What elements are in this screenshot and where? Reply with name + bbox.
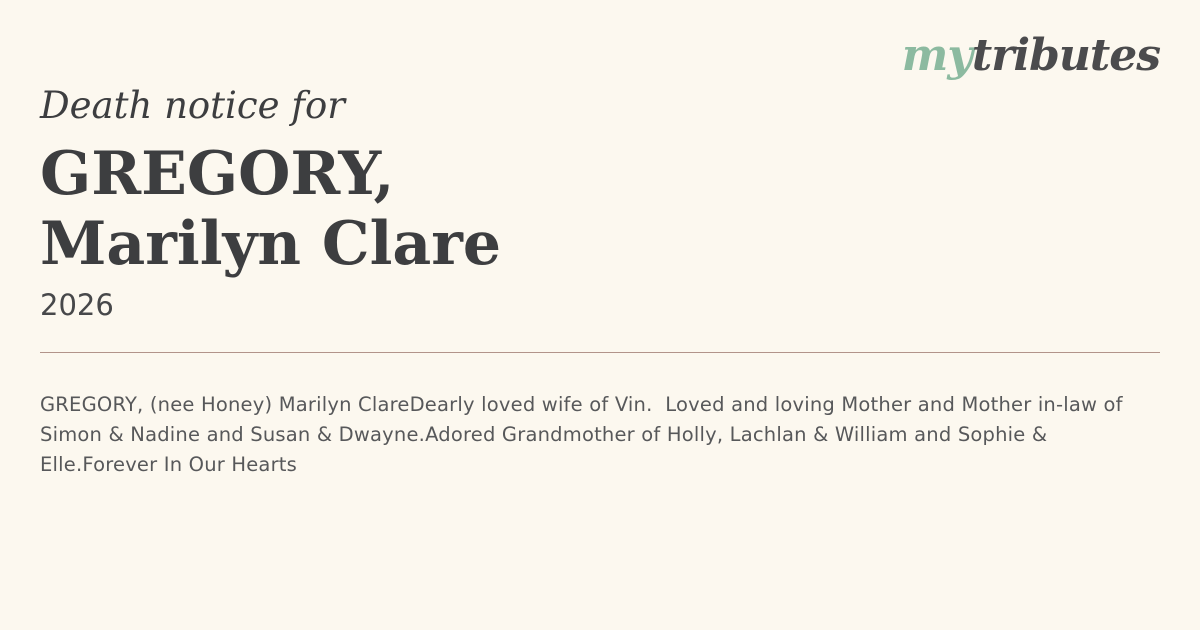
- deceased-name-line-1: GREGORY,: [40, 139, 395, 209]
- deceased-name-line-2: Marilyn Clare: [40, 209, 502, 279]
- notice-type-label: Death notice for: [40, 84, 345, 127]
- mytributes-logo: [902, 30, 1160, 81]
- divider: [40, 352, 1160, 353]
- notice-body-text: GREGORY, (nee Honey) Marilyn ClareDearly loved wife of Vin. Loved and loving Mother and Mother in-law of Simon & Nadine and Susan & Dwayne.Adored Grandmother of Holly, Lachlan & William and Sophie & Elle.Forever In Our Hearts: [40, 393, 1130, 476]
- death-year: 2026: [40, 288, 114, 322]
- logo-prefix: my: [901, 30, 972, 81]
- deceased-name: [40, 139, 501, 279]
- logo-suffix: tributes: [971, 30, 1160, 81]
